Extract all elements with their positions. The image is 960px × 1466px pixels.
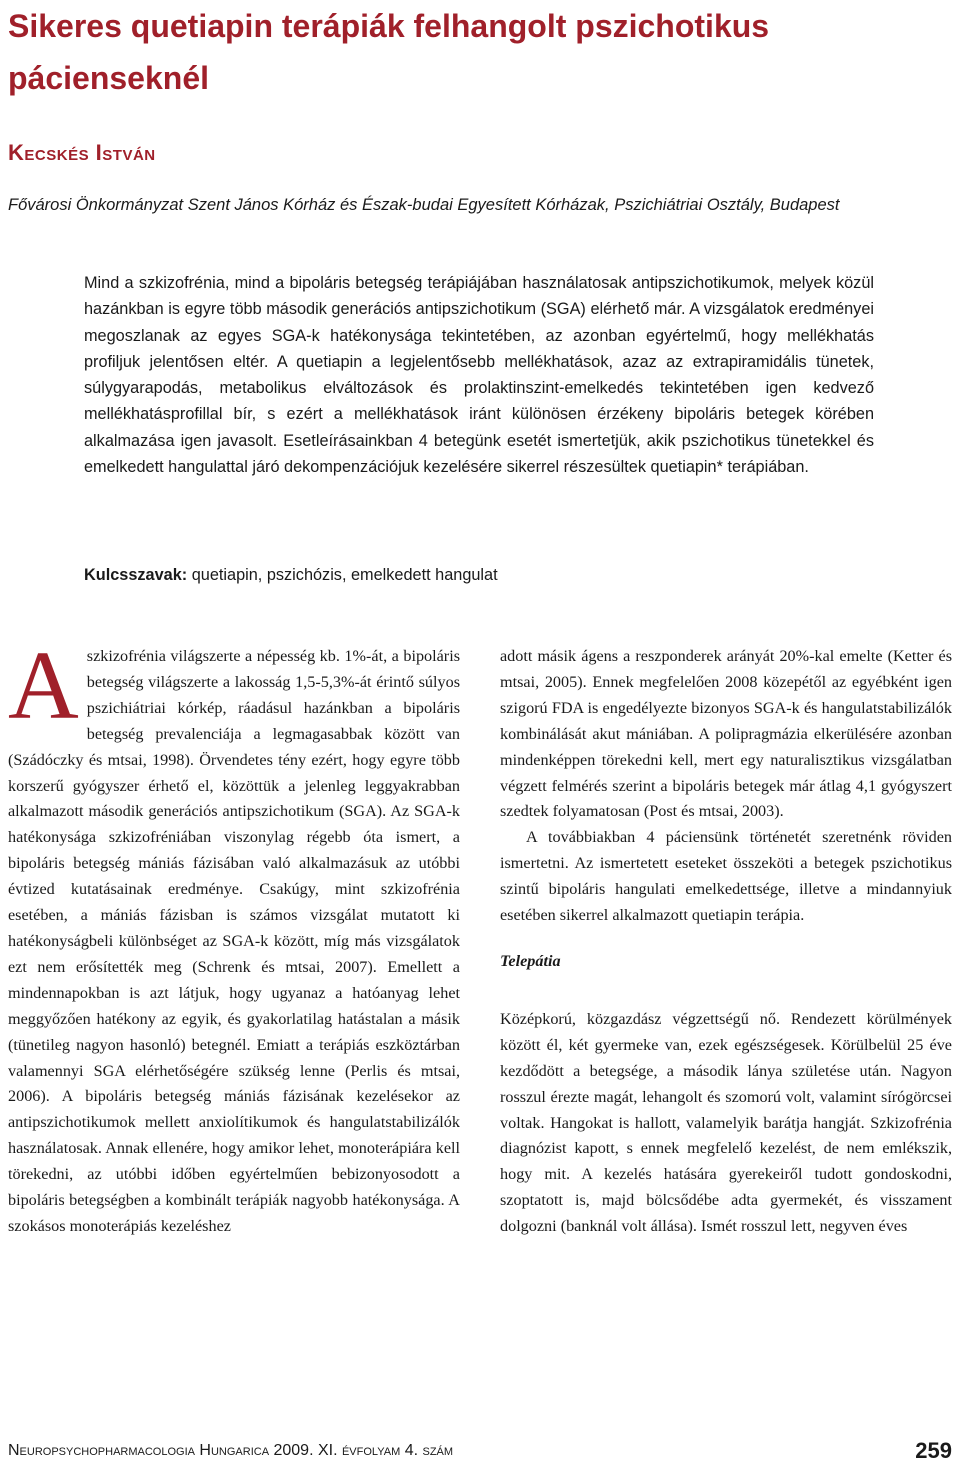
drop-cap: A <box>8 632 79 740</box>
author-name: Kecskés István <box>8 140 156 165</box>
article-title: Sikeres quetiapin terápiák felhangolt pszichotikus pácienseknél <box>8 8 770 96</box>
page-footer <box>8 1438 952 1466</box>
body-column-right <box>500 644 952 1240</box>
paragraph-case-one: Középkorú, közgazdász végzettségű nő. Rendezett körülmények között él, két gyermeke van, ezek egészségesek. Körülbelül 25 éve kezdődött a betegsége, a második lánya születése után. Nagyon rosszul érezte magát, lehangolt és szomorú volt, valamint sírógörcsei voltak. Hangokat is hallott, valamelyik barátja hangját. Szkizofrénia diagnózist kapott, s ennek megfelelő kezelést, de nem emlékszik, hogy mit. A kezelés hatására gyerekeiről tudott gondoskodni, szoptatott is, majd bölcsődébe adta gyermekét, és visszament dolgozni (banknál volt állása). Ismét rosszul lett, negyven éves <box>500 1009 952 1236</box>
keywords <box>84 566 498 585</box>
intro-paragraph: szkizofrénia világszerte a népesség kb. 1%-át, a bipoláris betegség világszerte a lakosság 1,5-5,3%-át érintő súlyos pszichiátriai kórkép, ráadásul hazánkban a bipoláris betegség prevalenciája a legmagasabbak között van (Szádóczky és mtsai, 1998). Örvendetes tény ezért, hogy egyre több korszerű gyógyszer érhető el, közöttük a jelenleg leggyakrabban alkalmazott második generációs antipszichotikum (SGA). Az SGA-k hatékonysága szkizofréniában viszonylag régebb óta ismert, a bipoláris betegség mániás fázisában való alkalmazásuk az utóbbi évtized kutatásainak eredménye. Csakúgy, mint szkizofrénia esetében, a mániás fázisban is számos vizsgálat mutatott ki hatékonyságbeli különbséget az SGA-k között, míg más vizsgálatok ezt nem erősítették meg (Schrenk és mtsai, 2007). Emellett a mindennapokban is azt látjuk, hogy ugyanaz a hatóanyag lehet meggyőzően hatékony az egyik, és gyakorlatilag hatástalan a másik (tünetileg nagyon hasonló) betegnél. Emiatt a terápiás eszköztárban valamennyi SGA elérhetőségére szükség lenne (Perlis és mtsai, 2006). A bipoláris betegség mániás fázisának kezelésekor az antipszichotikumok mellett anxiolítikumok és hangulatstabilizálók használatosak. Annak ellenére, hogy amikor lehet, monoterápiára kell törekedni, az utóbbi időben egyértelműen bebizonyosodott a bipoláris betegségben a kombinált terápiák nagyobb hatékonysága. A szokásos monoterápiás kezeléshez <box>8 647 460 1235</box>
page-number: 259 <box>915 1438 952 1463</box>
paragraph-case-overview: A továbbiakban 4 páciensünk történetét szeretnénk röviden ismertetni. Az ismertetett eseteket összeköti a betegek pszichotikus szintű bipoláris hangulati emelkedettsége, illetve a mindannyiuk esetében sikerrel alkalmazott quetiapin terápia. <box>500 828 952 925</box>
author-affiliation: Fővárosi Önkormányzat Szent János Kórház és Észak-budai Egyesített Kórházak, Pszichiátriai Osztály, Budapest <box>8 196 840 214</box>
case-subheading: Telepátia <box>500 951 561 970</box>
keywords-text: quetiapin, pszichózis, emelkedett hangulat <box>187 566 498 584</box>
keywords-label: Kulcsszavak: <box>84 566 188 584</box>
paragraph-combination-therapy: adott másik ágens a reszponderek arányát 20%-kal emelte (Ketter és mtsai, 2005). Ennek megfelelően 2008 közepétől az egyébként igen szigorú FDA is engedélyezte bizonyos SGA-k és hangulatstabilizálók kombinálását akut mániában. A polipragmázia elkerülésére azonban mindenképpen törekedni kell, mert egy naturalisztikus vizsgálatban végzett felmérés szerint a bipoláris betegek már átlag 4,1 gyógyszert szedtek folyamatosan (Post és mtsai, 2003). <box>500 647 952 821</box>
abstract: Mind a szkizofrénia, mind a bipoláris betegség terápiájában használatosak antipszichotikumok, melyek közül hazánkban is egyre több második generációs antipszichotikum (SGA) elérhető már. A vizsgálatok eredményei megoszlanak az egyes SGA-k hatékonysága tekintetében, az azonban egyértelmű, hogy mellékhatás profiljuk jelentősen eltér. A quetiapin a legjelentősebb mellékhatások, azaz az extrapiramidális tünetek, súlygyarapodás, metabolikus elváltozások és prolaktinszint-emelkedés tekintetében igen kedvező mellékhatásprofillal bír, s ezért a mellékhatások iránt különösen érzékeny bipoláris betegek körében alkalmazása igen javasolt. Esetleírásainkban 4 betegünk esetét ismertetjük, akik pszichotikus tünetekkel és emelkedett hangulattal járó dekompenzációjuk kezelésére sikerrel részesültek quetiapin* terápiában. <box>84 274 874 477</box>
journal-name: Neuropsychopharmacologia Hungarica 2009. XI. évfolyam 4. szám <box>8 1442 454 1459</box>
body-column-left <box>8 632 460 1240</box>
